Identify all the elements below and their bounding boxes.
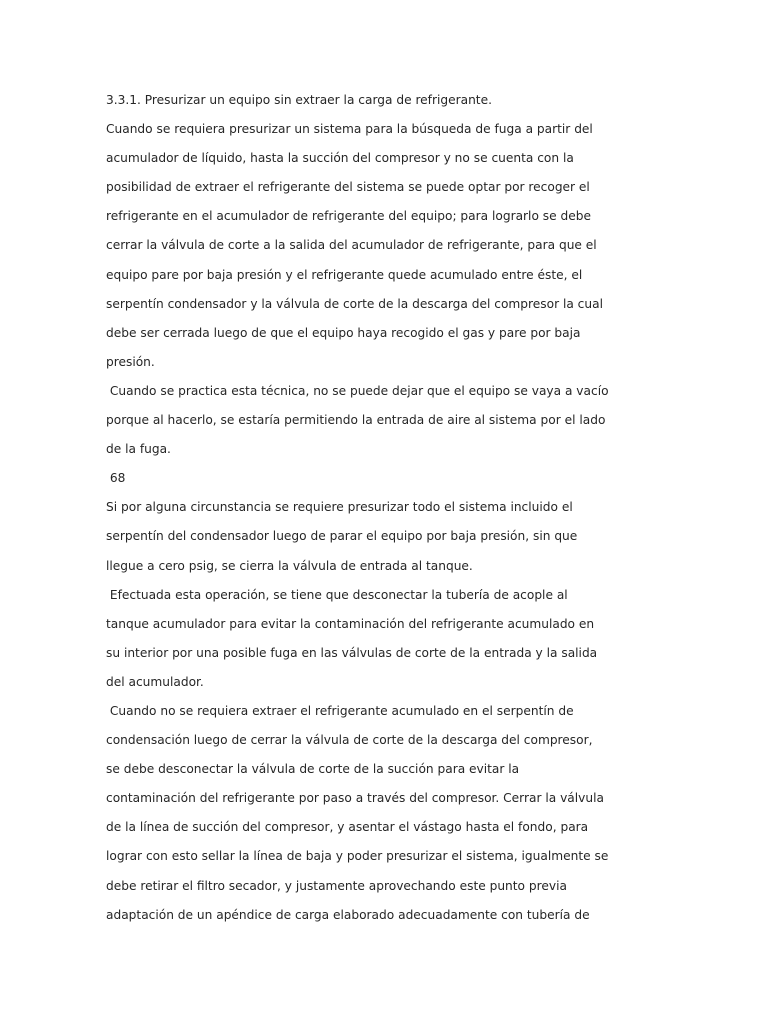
text-line: lograr con esto sellar la línea de baja y poder presurizar el sistema, igualmente se <box>106 849 609 864</box>
text-line: llegue a cero psig, se cierra la válvula de entrada al tanque. <box>106 558 473 573</box>
text-line: condensación luego de cerrar la válvula de corte de la descarga del compresor, <box>106 733 593 748</box>
text-line: Efectuada esta operación, se tiene que desconectar la tubería de acople al <box>106 587 568 602</box>
page-number: 68 <box>106 471 126 486</box>
text-line: presión. <box>106 354 155 369</box>
body-text <box>106 86 609 930</box>
text-line: Cuando se practica esta técnica, no se puede dejar que el equipo se vaya a vacío <box>106 383 609 398</box>
text-line: Si por alguna circunstancia se requiere presurizar todo el sistema incluido el <box>106 500 573 515</box>
text-line: adaptación de un apéndice de carga elaborado adecuadamente con tubería de <box>106 907 590 922</box>
text-line: de la fuga. <box>106 442 171 457</box>
text-line: cerrar la válvula de corte a la salida del acumulador de refrigerante, para que el <box>106 238 597 253</box>
text-line: porque al hacerlo, se estaría permitiendo la entrada de aire al sistema por el lado <box>106 413 606 428</box>
text-line: refrigerante en el acumulador de refrigerante del equipo; para lograrlo se debe <box>106 209 591 224</box>
section-heading: 3.3.1. Presurizar un equipo sin extraer la carga de refrigerante. <box>106 93 492 107</box>
text-line: debe ser cerrada luego de que el equipo haya recogido el gas y pare por baja <box>106 325 581 340</box>
text-line: debe retirar el filtro secador, y justamente aprovechando este punto previa <box>106 878 567 893</box>
text-line: equipo pare por baja presión y el refrigerante quede acumulado entre éste, el <box>106 267 583 282</box>
text-line: del acumulador. <box>106 674 204 689</box>
text-line: su interior por una posible fuga en las válvulas de corte de la entrada y la salida <box>106 645 598 660</box>
text-line: serpentín condensador y la válvula de corte de la descarga del compresor la cual <box>106 296 603 311</box>
text-line: posibilidad de extraer el refrigerante del sistema se puede optar por recoger el <box>106 180 590 195</box>
text-line: Cuando se requiera presurizar un sistema para la búsqueda de fuga a partir del <box>106 122 593 137</box>
text-line: de la línea de succión del compresor, y asentar el vástago hasta el fondo, para <box>106 820 589 835</box>
text-line: Cuando no se requiera extraer el refrigerante acumulado en el serpentín de <box>106 703 574 718</box>
text-line: acumulador de líquido, hasta la succión del compresor y no se cuenta con la <box>106 151 574 166</box>
text-line: se debe desconectar la válvula de corte de la succión para evitar la <box>106 762 520 777</box>
text-line: contaminación del refrigerante por paso a través del compresor. Cerrar la válvula <box>106 791 604 806</box>
text-line: serpentín del condensador luego de parar el equipo por baja presión, sin que <box>106 529 578 544</box>
text-line: tanque acumulador para evitar la contaminación del refrigerante acumulado en <box>106 616 595 631</box>
